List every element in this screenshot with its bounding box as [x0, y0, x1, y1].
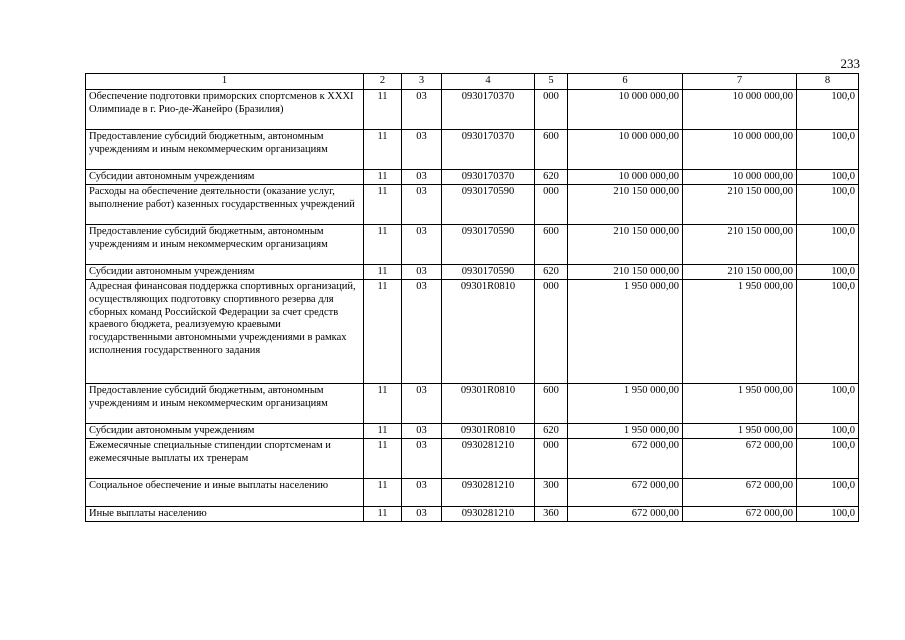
amount-executed: 672 000,00 [683, 439, 797, 479]
table-row [86, 384, 859, 424]
expense-type-code: 620 [535, 265, 568, 280]
execution-percent: 100,0 [797, 225, 859, 265]
section-code: 11 [364, 185, 402, 225]
column-header-7: 7 [683, 74, 797, 90]
table-row [86, 507, 859, 522]
execution-percent: 100,0 [797, 280, 859, 384]
execution-percent: 100,0 [797, 90, 859, 130]
amount-planned: 10 000 000,00 [568, 90, 683, 130]
table-row [86, 265, 859, 280]
target-article-code: 0930281210 [442, 439, 535, 479]
amount-executed: 1 950 000,00 [683, 384, 797, 424]
expense-type-code: 000 [535, 439, 568, 479]
expense-type-code: 000 [535, 280, 568, 384]
target-article-code: 09301R0810 [442, 384, 535, 424]
subsection-code: 03 [402, 479, 442, 507]
section-code: 11 [364, 90, 402, 130]
row-name: Иные выплаты населению [86, 507, 364, 522]
subsection-code: 03 [402, 424, 442, 439]
amount-planned: 10 000 000,00 [568, 170, 683, 185]
subsection-code: 03 [402, 507, 442, 522]
table-row [86, 130, 859, 170]
amount-executed: 10 000 000,00 [683, 170, 797, 185]
section-code: 11 [364, 130, 402, 170]
row-name: Субсидии автономным учреждениям [86, 170, 364, 185]
expense-type-code: 620 [535, 170, 568, 185]
execution-percent: 100,0 [797, 479, 859, 507]
table-row [86, 185, 859, 225]
execution-percent: 100,0 [797, 265, 859, 280]
table-row [86, 225, 859, 265]
header-row [86, 74, 859, 90]
amount-planned: 1 950 000,00 [568, 384, 683, 424]
amount-planned: 1 950 000,00 [568, 280, 683, 384]
subsection-code: 03 [402, 265, 442, 280]
target-article-code: 0930170590 [442, 265, 535, 280]
column-header-5: 5 [535, 74, 568, 90]
subsection-code: 03 [402, 439, 442, 479]
target-article-code: 09301R0810 [442, 424, 535, 439]
column-header-6: 6 [568, 74, 683, 90]
amount-executed: 1 950 000,00 [683, 280, 797, 384]
table-row [86, 90, 859, 130]
amount-planned: 210 150 000,00 [568, 265, 683, 280]
target-article-code: 0930281210 [442, 479, 535, 507]
subsection-code: 03 [402, 130, 442, 170]
subsection-code: 03 [402, 185, 442, 225]
row-name: Предоставление субсидий бюджетным, автономным учреждениям и иным некоммерческим организациям [86, 130, 364, 170]
amount-planned: 672 000,00 [568, 439, 683, 479]
subsection-code: 03 [402, 225, 442, 265]
row-name: Социальное обеспечение и иные выплаты населению [86, 479, 364, 507]
amount-executed: 10 000 000,00 [683, 130, 797, 170]
amount-planned: 210 150 000,00 [568, 185, 683, 225]
execution-percent: 100,0 [797, 384, 859, 424]
expense-type-code: 620 [535, 424, 568, 439]
row-name: Адресная финансовая поддержка спортивных организаций, осуществляющих подготовку спортивного резерва для сборных команд Российской Федерации за счет средств краевого бюджета, реализуемую краевыми государственными автономными учреждениями в рамках исполнения государственного задания [86, 280, 364, 384]
column-header-1: 1 [86, 74, 364, 90]
section-code: 11 [364, 170, 402, 185]
budget-table [85, 73, 859, 522]
target-article-code: 0930170370 [442, 130, 535, 170]
target-article-code: 0930281210 [442, 507, 535, 522]
amount-planned: 1 950 000,00 [568, 424, 683, 439]
amount-executed: 10 000 000,00 [683, 90, 797, 130]
amount-planned: 672 000,00 [568, 507, 683, 522]
amount-planned: 210 150 000,00 [568, 225, 683, 265]
amount-planned: 672 000,00 [568, 479, 683, 507]
expense-type-code: 600 [535, 384, 568, 424]
section-code: 11 [364, 265, 402, 280]
row-name: Расходы на обеспечение деятельности (оказание услуг, выполнение работ) казенных государственных учреждений [86, 185, 364, 225]
row-name: Предоставление субсидий бюджетным, автономным учреждениям и иным некоммерческим организациям [86, 225, 364, 265]
section-code: 11 [364, 424, 402, 439]
subsection-code: 03 [402, 384, 442, 424]
target-article-code: 0930170370 [442, 90, 535, 130]
execution-percent: 100,0 [797, 507, 859, 522]
execution-percent: 100,0 [797, 424, 859, 439]
amount-executed: 1 950 000,00 [683, 424, 797, 439]
expense-type-code: 600 [535, 130, 568, 170]
target-article-code: 09301R0810 [442, 280, 535, 384]
section-code: 11 [364, 479, 402, 507]
section-code: 11 [364, 439, 402, 479]
expense-type-code: 000 [535, 90, 568, 130]
row-name: Субсидии автономным учреждениям [86, 424, 364, 439]
amount-executed: 210 150 000,00 [683, 225, 797, 265]
table-row [86, 424, 859, 439]
amount-executed: 672 000,00 [683, 479, 797, 507]
amount-executed: 210 150 000,00 [683, 185, 797, 225]
execution-percent: 100,0 [797, 185, 859, 225]
row-name: Субсидии автономным учреждениям [86, 265, 364, 280]
execution-percent: 100,0 [797, 170, 859, 185]
amount-executed: 672 000,00 [683, 507, 797, 522]
section-code: 11 [364, 384, 402, 424]
page-number: 233 [840, 56, 860, 71]
table-row [86, 280, 859, 384]
column-header-4: 4 [442, 74, 535, 90]
expense-type-code: 600 [535, 225, 568, 265]
row-name: Предоставление субсидий бюджетным, автономным учреждениям и иным некоммерческим организациям [86, 384, 364, 424]
subsection-code: 03 [402, 170, 442, 185]
section-code: 11 [364, 280, 402, 384]
subsection-code: 03 [402, 90, 442, 130]
expense-type-code: 360 [535, 507, 568, 522]
amount-executed: 210 150 000,00 [683, 265, 797, 280]
expense-type-code: 000 [535, 185, 568, 225]
amount-planned: 10 000 000,00 [568, 130, 683, 170]
table-row [86, 439, 859, 479]
column-header-8: 8 [797, 74, 859, 90]
execution-percent: 100,0 [797, 439, 859, 479]
table-row [86, 479, 859, 507]
section-code: 11 [364, 507, 402, 522]
row-name: Обеспечение подготовки приморских спортсменов к XXXI Олимпиаде в г. Рио-де-Жанейро (Бразилия) [86, 90, 364, 130]
column-header-2: 2 [364, 74, 402, 90]
table-row [86, 170, 859, 185]
expense-type-code: 300 [535, 479, 568, 507]
target-article-code: 0930170590 [442, 225, 535, 265]
row-name: Ежемесячные специальные стипендии спортсменам и ежемесячные выплаты их тренерам [86, 439, 364, 479]
target-article-code: 0930170370 [442, 170, 535, 185]
column-header-3: 3 [402, 74, 442, 90]
target-article-code: 0930170590 [442, 185, 535, 225]
subsection-code: 03 [402, 280, 442, 384]
execution-percent: 100,0 [797, 130, 859, 170]
section-code: 11 [364, 225, 402, 265]
